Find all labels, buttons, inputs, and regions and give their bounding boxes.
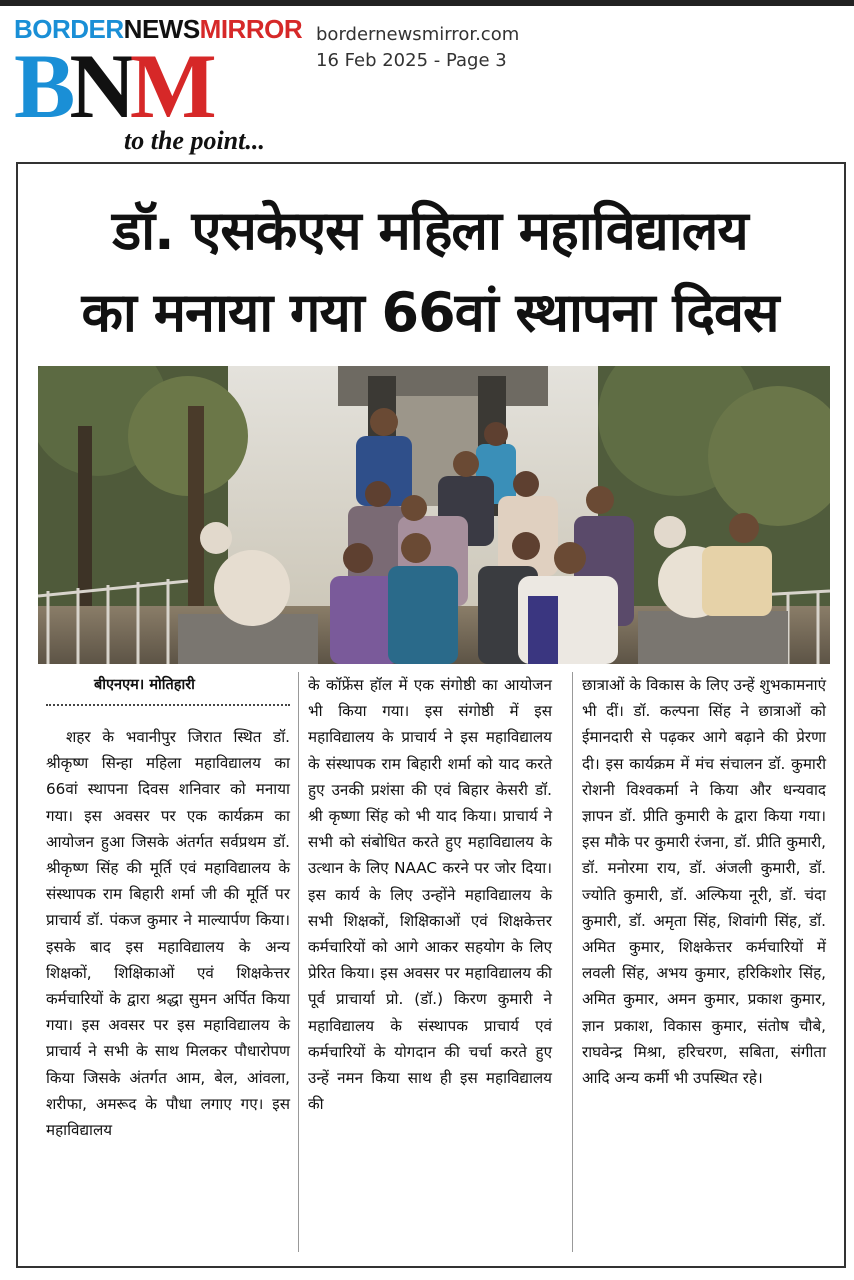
headline-line-1: डॉ. एसकेएस महिला महाविद्यालय: [112, 199, 748, 262]
dateline: बीएनएम। मोतिहारी: [94, 677, 195, 693]
brand-mirror: MIRROR: [199, 14, 303, 44]
column-3-text: छात्राओं के विकास के लिए उन्हें शुभकामनाएं भी दीं। डॉ. कल्पना सिंह ने छात्राओं को ईमानदारी से पढ़कर आगे बढ़ाने की प्रेरणा दी। इस कार्यक्रम में मंच संचालन डॉ. कुमारी रोशनी विश्वकर्मा ने किया और धन्यवाद ज्ञापन डॉ. प्रीति कुमारी के द्वारा किया गया। इस मौके पर कुमारी रंजना, डॉ. प्रीति कुमारी, डॉ. मनोरमा राय, डॉ. अंजली कुमारी, डॉ. ज्योति कुमारी, डॉ. अल्फिया नूरी, डॉ. चंदा कुमारी, डॉ. अमृता सिंह, शिवांगी सिंह, डॉ. अमित कुमार, शिक्षकेत्तर कर्मचारियों में लवली सिंह, अभय कुमार, हरिकिशोर सिंह, अमित कुमार, अमन कुमार, प्रकाश कुमार, ज्ञान प्रकाश, विकास कुमार, संतोष चौबे, राघवेन्द्र मिश्रा, हरिचरण, सबिता, संगीता आदि अन्य कर्मी भी उपस्थित रहे।: [582, 676, 826, 1088]
website: bordernewsmirror.com: [316, 24, 520, 45]
bnm-logo: [14, 35, 211, 137]
dotted-divider: [46, 704, 290, 706]
column-rule-2: [572, 672, 573, 1252]
edition-meta: [316, 22, 519, 74]
column-1: [46, 672, 290, 1143]
article-body: [36, 672, 836, 1262]
column-rule-1: [298, 672, 299, 1252]
column-3: [582, 672, 826, 1091]
column-2: [308, 672, 552, 1117]
brand-news: NEWS: [123, 14, 200, 44]
logo-b: B: [14, 35, 70, 137]
logo-m: M: [129, 35, 211, 137]
date-page: 16 Feb 2025 - Page 3: [316, 50, 507, 71]
group-photo-illustration: [38, 366, 830, 664]
column-2-text: के कॉफ्रेंस हॉल में एक संगोष्ठी का आयोजन भी किया गया। इस संगोष्ठी में इस महाविद्यालय के प्राचार्य ने इस महाविद्यालय के संस्थापक राम बिहारी शर्मा को याद करते हुए उनकी प्रशंसा की एवं बिहार केसरी डॉ. श्री कृष्णा सिंह को भी याद किया। प्राचार्य ने सभी को संबोधित करते हुए महाविद्यालय के उत्थान के लिए NAAC करने पर जोर दिया। इस कार्य के लिए उन्होंने महाविद्यालय के सभी शिक्षकों, शिक्षिकाओं एवं शिक्षकेत्तर कर्मचारियों को आगे आकर सहयोग के लिए प्रेरित किया। इस अवसर पर महाविद्यालय की पूर्व प्राचार्या प्रो. (डॉ.) किरण कुमारी ने महाविद्यालय के संस्थापक प्राचार्य एवं कर्मचारियों के योगदान की चर्चा करते हुए उन्हें नमन किया साथ ही इस महाविद्यालय की: [308, 676, 552, 1114]
brand-border: BORDER: [14, 14, 124, 44]
top-bar: [0, 0, 854, 6]
tagline: to the point...: [124, 126, 265, 155]
headline-line-2: का मनाया गया 66वां स्थापना दिवस: [81, 281, 779, 344]
column-1-text: शहर के भवानीपुर जिरात स्थित डॉ. श्रीकृष्ण सिन्हा महिला महाविद्यालय का 66वां स्थापना दिवस शनिवार को मनाया गया। इस अवसर पर एक कार्यक्रम का आयोजन हुआ जिसके अंतर्गत सर्वप्रथम डॉ. श्रीकृष्ण सिंह की मूर्ति एवं महाविद्यालय के संस्थापक राम बिहारी शर्मा जी की मूर्ति पर प्राचार्य डॉ. पंकज कुमार ने माल्यार्पण किया। इसके बाद इस महाविद्यालय के अन्य शिक्षकों, शिक्षिकाओं एवं शिक्षकेत्तर कर्मचारियों के द्वारा श्रद्धा सुमन अर्पित किया गया। इस अवसर पर इस महाविद्यालय के प्राचार्य ने सभी के साथ मिलकर पौधारोपण किया जिसके अंतर्गत आम, बेल, आंवला, शरीफा, अमरूद के पौधा लगाए गए। इस महाविद्यालय: [46, 728, 290, 1140]
logo-n: N: [69, 35, 130, 137]
masthead-logo: [14, 14, 303, 155]
group-photo: [38, 366, 830, 664]
headline: [20, 190, 840, 354]
